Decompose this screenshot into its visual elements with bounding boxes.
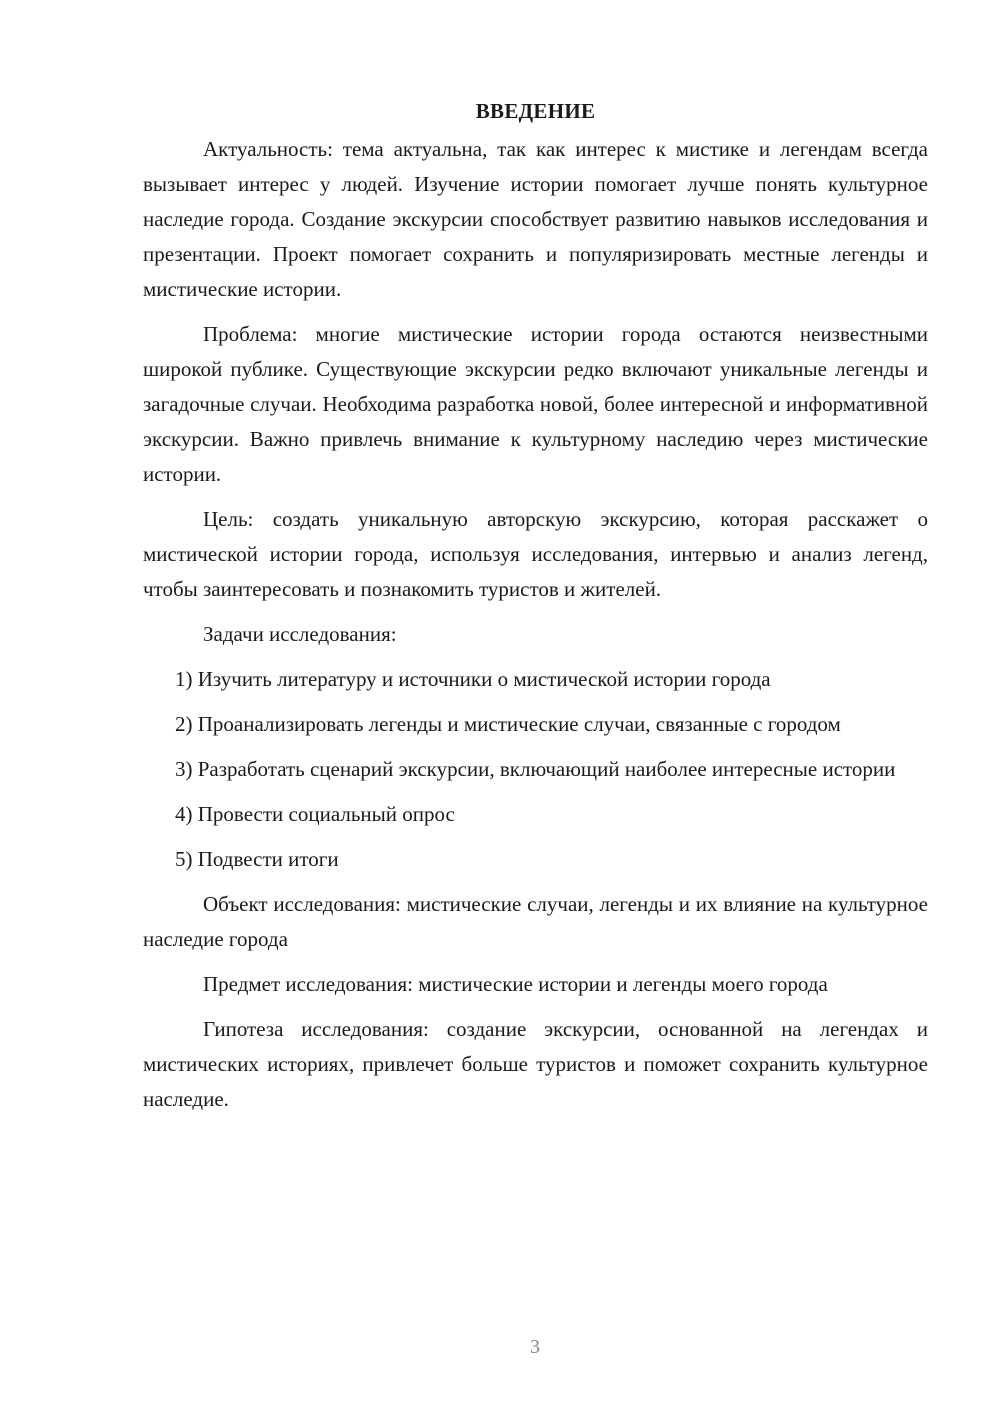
task-item-4: 4) Провести социальный опрос — [175, 802, 455, 826]
document-page — [143, 96, 928, 1127]
page-number: 3 — [530, 1336, 540, 1358]
object-paragraph: Объект исследования: мистические случаи, легенды и их влияние на культурное наследие города — [143, 892, 928, 951]
relevance-paragraph: Актуальность: тема актуальна, так как интерес к мистике и легендам всегда вызывает интерес у людей. Изучение истории помогает лучше понять культурное наследие города. Создание экскурсии способствует развитию навыков исследования и презентации. Проект помогает сохранить и популяризировать местные легенды и мистические истории. — [143, 137, 928, 301]
hypothesis-paragraph: Гипотеза исследования: создание экскурсии, основанной на легендах и мистических историях, привлечет больше туристов и поможет сохранить культурное наследие. — [143, 1017, 928, 1111]
task-item-3: 3) Разработать сценарий экскурсии, включающий наиболее интересные истории — [175, 757, 896, 781]
tasks-heading: Задачи исследования: — [203, 622, 397, 646]
section-title: ВВЕДЕНИЕ — [475, 99, 596, 123]
subject-paragraph: Предмет исследования: мистические истории и легенды моего города — [203, 972, 828, 996]
goal-paragraph: Цель: создать уникальную авторскую экскурсию, которая расскажет о мистической истории города, используя исследования, интервью и анализ легенд, чтобы заинтересовать и познакомить туристов и жителей. — [143, 507, 928, 601]
task-item-2: 2) Проанализировать легенды и мистические случаи, связанные с городом — [175, 712, 841, 736]
problem-paragraph: Проблема: многие мистические истории города остаются неизвестными широкой публике. Существующие экскурсии редко включают уникальные легенды и загадочные случаи. Необходима разработка новой, более интересной и информативной экскурсии. Важно привлечь внимание к культурному наследию через мистические истории. — [143, 322, 928, 486]
task-item-5: 5) Подвести итоги — [175, 847, 339, 871]
task-item-1: 1) Изучить литературу и источники о мистической истории города — [175, 667, 771, 691]
